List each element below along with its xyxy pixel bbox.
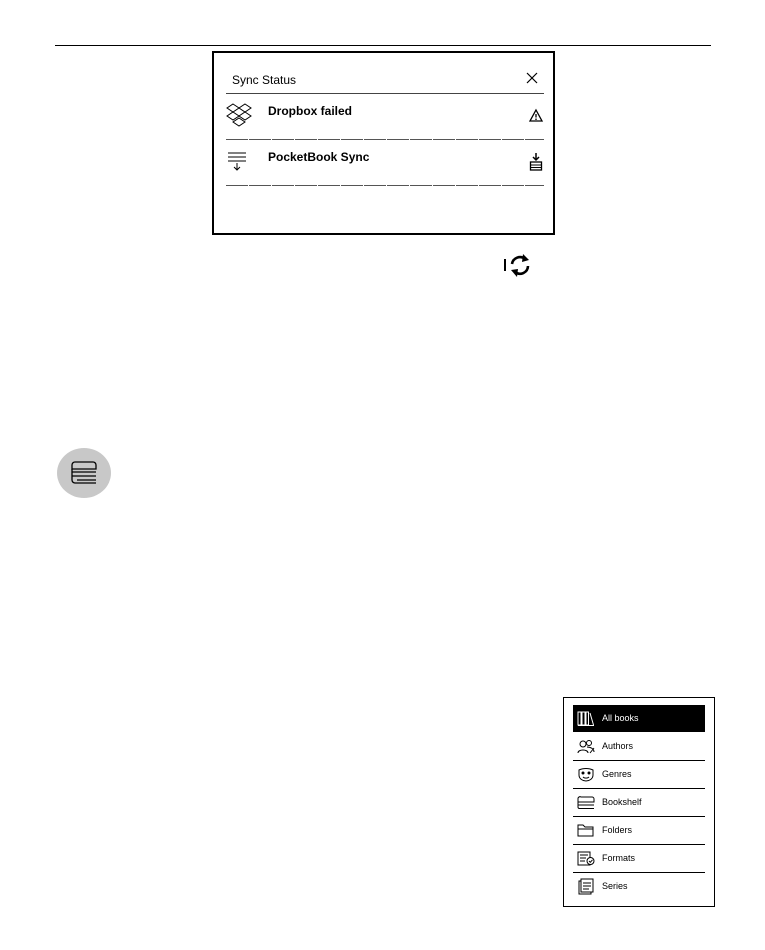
menu-item-label: Formats [602, 853, 636, 863]
dialog-title: Sync Status [232, 73, 297, 87]
menu-item-formats[interactable] [573, 845, 705, 872]
menu-item-label: All books [602, 713, 639, 723]
authors-icon [577, 738, 595, 755]
sync-refresh-icon[interactable] [503, 252, 531, 278]
menu-item-genres[interactable] [573, 761, 705, 788]
bookshelf-icon [69, 458, 99, 488]
menu-item-all-books[interactable] [573, 705, 705, 732]
sync-item-dropbox[interactable] [226, 94, 544, 140]
menu-item-label: Folders [602, 825, 633, 835]
menu-item-folders[interactable] [573, 817, 705, 844]
sync-item-label: PocketBook Sync [268, 150, 370, 164]
download-icon [528, 152, 544, 172]
sync-item-label: Dropbox failed [268, 104, 353, 118]
menu-item-bookshelf[interactable] [573, 789, 705, 816]
menu-item-series[interactable] [573, 873, 705, 900]
genres-icon [577, 766, 595, 783]
library-menu [563, 697, 715, 907]
row-divider [226, 185, 544, 186]
menu-item-label: Series [602, 881, 628, 891]
formats-icon [577, 850, 595, 867]
page-top-rule [55, 45, 711, 46]
menu-item-label: Genres [602, 769, 632, 779]
bookshelf-badge [57, 448, 111, 498]
folder-icon [577, 822, 595, 839]
all-books-icon [577, 710, 595, 727]
menu-item-label: Authors [602, 741, 634, 751]
pocketbook-sync-icon [226, 148, 252, 174]
bookshelf-icon [577, 794, 595, 811]
dropbox-icon [226, 102, 252, 128]
sync-status-header [214, 53, 553, 93]
sync-status-dialog [212, 51, 555, 235]
warning-icon [528, 106, 544, 126]
sync-item-pocketbook[interactable] [226, 140, 544, 186]
menu-item-authors[interactable] [573, 733, 705, 760]
close-icon[interactable] [525, 71, 539, 85]
menu-item-label: Bookshelf [602, 797, 642, 807]
series-icon [577, 878, 595, 895]
